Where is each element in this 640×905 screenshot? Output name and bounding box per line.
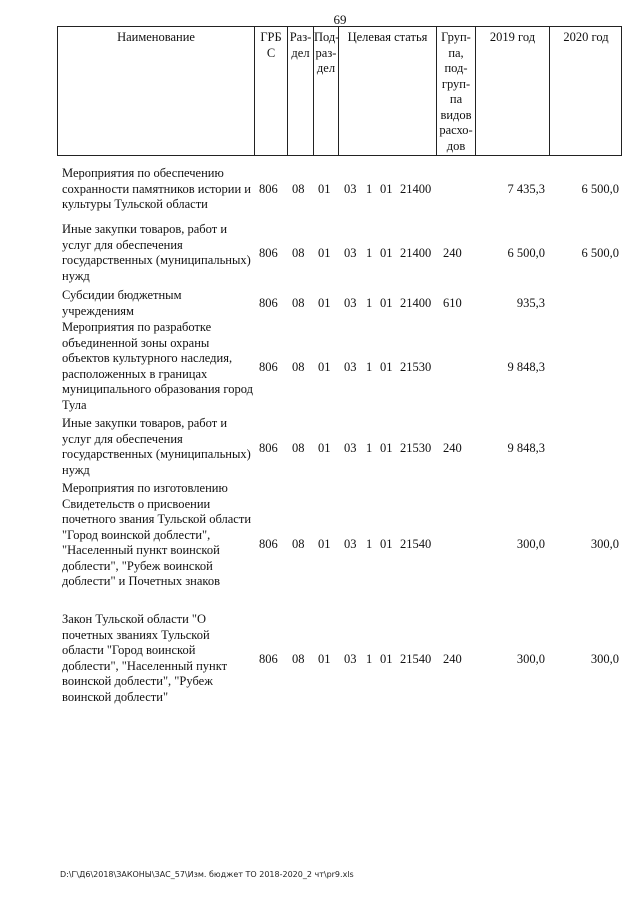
row-2020: 300,0: [590, 652, 619, 666]
row-razdel: 08: [292, 246, 305, 260]
row-name: Мероприятия по изготовлению Свидетельств о присвоении почетного звания Тульской области "Город воинской доблести", "Населенный пункт воинской доблести", "Рубеж воинской доблести" и Почетных знаков: [62, 481, 252, 588]
row-target-program: 03: [344, 652, 357, 666]
row-2019: 9 848,3: [507, 360, 545, 374]
row-target-sub: 1: [366, 296, 373, 310]
header-podrazdel: Под- раз- дел: [314, 30, 340, 75]
row-name: Мероприятия по разработке объединенной зоны охраны объектов культурного наследия, расположенных в границах муниципального образования город Тула: [62, 320, 253, 412]
row-2020: 6 500,0: [581, 182, 619, 196]
row-group: 240: [443, 652, 462, 666]
row-grbs: 806: [259, 296, 278, 310]
column-divider: [338, 26, 339, 156]
row-target-main: 01: [380, 182, 393, 196]
row-name: Субсидии бюджетным учреждениям: [62, 288, 182, 318]
column-divider: [549, 26, 550, 156]
row-target-direction: 21540: [400, 537, 432, 551]
header-grbs: ГРБ С: [260, 30, 282, 60]
row-target-program: 03: [344, 537, 357, 551]
row-target-main: 01: [380, 441, 393, 455]
row-grbs: 806: [259, 360, 278, 374]
header-2019: 2019 год: [489, 30, 536, 44]
row-name: Иные закупки товаров, работ и услуг для обеспечения государственных (муниципальных) нужд: [62, 416, 251, 477]
row-grbs: 806: [259, 246, 278, 260]
row-target-direction: 21400: [400, 246, 432, 260]
row-target-direction: 21400: [400, 296, 432, 310]
row-target-sub: 1: [366, 246, 373, 260]
row-razdel: 08: [292, 182, 305, 196]
header-group: Груп- па, под- груп- па видов расхо- дов: [439, 30, 473, 153]
row-podrazdel: 01: [318, 182, 331, 196]
row-target-main: 01: [380, 360, 393, 374]
row-2019: 300,0: [516, 652, 545, 666]
row-target-direction: 21530: [400, 441, 432, 455]
row-2019: 9 848,3: [507, 441, 545, 455]
row-target-program: 03: [344, 296, 357, 310]
table-header: [57, 26, 622, 156]
header-name: Наименование: [117, 30, 195, 44]
row-podrazdel: 01: [318, 360, 331, 374]
row-2019: 300,0: [516, 537, 545, 551]
header-razdel: Раз- дел: [289, 30, 312, 60]
row-name: Мероприятия по обеспечению сохранности памятников истории и культуры Тульской области: [62, 166, 251, 211]
row-target-main: 01: [380, 537, 393, 551]
row-target-program: 03: [344, 182, 357, 196]
row-name: Закон Тульской области "О почетных званиях Тульской области "Город воинской доблести", "Населенный пункт воинской доблести", "Рубеж воинской доблести": [62, 612, 228, 704]
row-podrazdel: 01: [318, 246, 331, 260]
row-target-sub: 1: [366, 182, 373, 196]
row-2019: 7 435,3: [507, 182, 545, 196]
row-podrazdel: 01: [318, 652, 331, 666]
row-target-main: 01: [380, 246, 393, 260]
row-razdel: 08: [292, 652, 305, 666]
row-razdel: 08: [292, 441, 305, 455]
column-divider: [475, 26, 476, 156]
row-group: 240: [443, 441, 462, 455]
column-divider: [254, 26, 255, 156]
row-target-direction: 21540: [400, 652, 432, 666]
footer-file-path: D:\Г\Д6\2018\ЗАКОНЫ\ЗАС_57\Изм. бюджет ТО 2018-2020_2 чт\pr9.xls: [60, 870, 354, 879]
row-target-sub: 1: [366, 441, 373, 455]
row-group: 240: [443, 246, 462, 260]
page-number: 69: [333, 12, 347, 27]
row-razdel: 08: [292, 537, 305, 551]
row-target-program: 03: [344, 360, 357, 374]
row-razdel: 08: [292, 296, 305, 310]
row-target-program: 03: [344, 246, 357, 260]
row-name: Иные закупки товаров, работ и услуг для обеспечения государственных (муниципальных) нужд: [62, 222, 251, 283]
row-target-main: 01: [380, 296, 393, 310]
header-target: Целевая статья: [347, 30, 428, 44]
row-podrazdel: 01: [318, 537, 331, 551]
row-podrazdel: 01: [318, 441, 331, 455]
row-grbs: 806: [259, 652, 278, 666]
row-target-sub: 1: [366, 537, 373, 551]
row-target-direction: 21530: [400, 360, 432, 374]
row-2019: 935,3: [516, 296, 545, 310]
row-2020: 6 500,0: [581, 246, 619, 260]
row-grbs: 806: [259, 182, 278, 196]
row-target-program: 03: [344, 441, 357, 455]
row-podrazdel: 01: [318, 296, 331, 310]
row-target-sub: 1: [366, 360, 373, 374]
row-grbs: 806: [259, 537, 278, 551]
row-target-direction: 21400: [400, 182, 432, 196]
row-2019: 6 500,0: [507, 246, 545, 260]
row-group: 610: [443, 296, 462, 310]
header-2020: 2020 год: [563, 30, 609, 44]
row-2020: 300,0: [590, 537, 619, 551]
row-razdel: 08: [292, 360, 305, 374]
row-grbs: 806: [259, 441, 278, 455]
row-target-sub: 1: [366, 652, 373, 666]
row-target-main: 01: [380, 652, 393, 666]
